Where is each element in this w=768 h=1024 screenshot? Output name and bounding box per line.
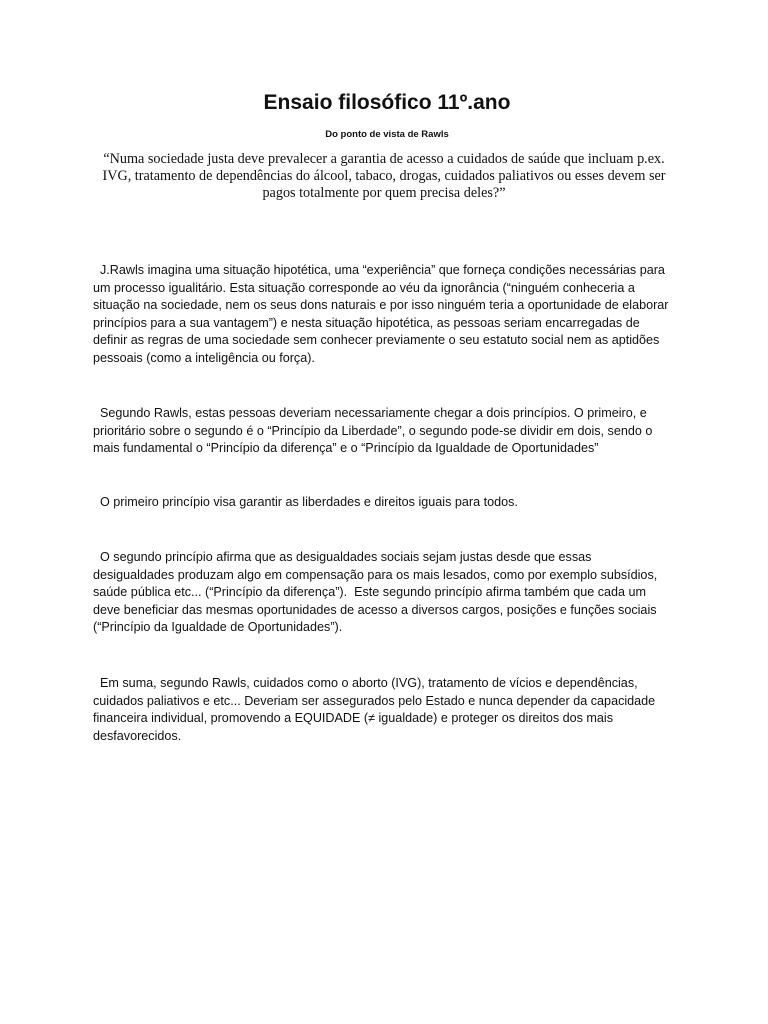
paragraph-two-principles: Segundo Rawls, estas pessoas deveriam necessariamente chegar a dois princípios. O primeiro, e prioritário sobre o segundo é o “Princípio da Liberdade”, o segundo pode-se dividir em dois, sendo o mais fundamental o “Princípio da diferença” e o “Princípio da Igualdade de Oportunidades” [93, 406, 653, 456]
paragraph-first-principle: O primeiro princípio visa garantir as liberdades e direitos iguais para todos. [93, 495, 518, 509]
paragraph-veil-of-ignorance: J.Rawls imagina uma situação hipotética, uma “experiência” que forneça condições necessárias para um processo igualitário. Esta situação corresponde ao véu da ignorância (“ninguém conheceria a situação na sociedade, nem os seus dons naturais e por isso ninguém teria a oportunidade de elaborar princípios para a sua vantagem”) e nesta situação hipotética, as pessoas seriam encarregadas de definir as regras de uma sociedade sem conhecer previamente o seu estatuto social nem as aptidões pessoais (como a inteligência ou força). [93, 263, 669, 365]
paragraph-conclusion: Em suma, segundo Rawls, cuidados como o aborto (IVG), tratamento de vícios e dependências, cuidados paliativos e etc... Deveriam ser assegurados pelo Estado e nunca depender da capacidade financeira individual, promovendo a EQUIDADE (≠ igualdade) e proteger os direitos dos mais desfavorecidos. [93, 676, 656, 743]
document-subtitle: Do ponto de vista de Rawls [325, 129, 449, 140]
essay-question-quote: “Numa sociedade justa deve prevalecer a garantia de acesso a cuidados de saúde que incluam p.ex. IVG, tratamento de dependências do álcool, tabaco, drogas, cuidados paliativos ou esses devem ser pagos totalmente por quem precisa deles?” [102, 151, 666, 201]
paragraph-second-principle: O segundo princípio afirma que as desigualdades sociais sejam justas desde que essas desigualdades produzam algo em compensação para os mais lesados, como por exemplo subsídios, saúde pública etc... (“Princípio da diferença”). Este segundo princípio afirma também que cada um deve beneficiar das mesmas oportunidades de acesso a diversos cargos, posições e funções sociais (“Princípio da Igualdade de Oportunidades”). [93, 550, 658, 635]
document-title: Ensaio filosófico 11º.ano [263, 91, 511, 114]
